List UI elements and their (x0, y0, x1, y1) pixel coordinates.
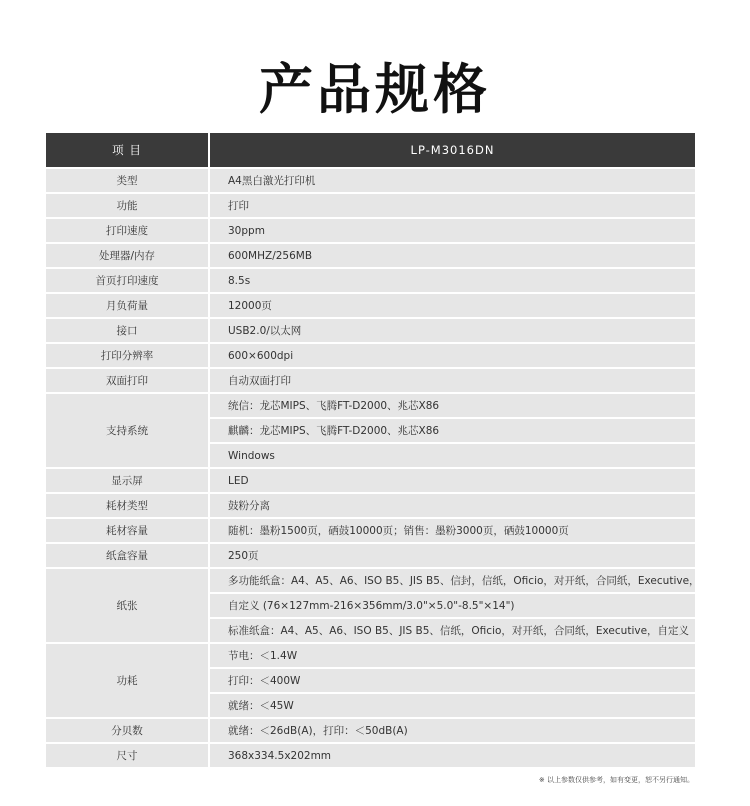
spec-label: 功耗 (46, 643, 209, 718)
table-row (46, 468, 695, 493)
page-title: 产品规格 (259, 58, 491, 121)
header-item-label: 项 目 (46, 133, 209, 168)
spec-value: 就绪：＜26dB(A)，打印：＜50dB(A) (209, 718, 695, 743)
spec-value: Windows (209, 443, 695, 468)
footnote: ※ 以上参数仅供参考，如有变更，恕不另行通知。 (538, 776, 694, 784)
spec-label: 打印分辨率 (46, 343, 209, 368)
spec-value: A4黑白激光打印机 (209, 168, 695, 193)
spec-label: 功能 (46, 193, 209, 218)
spec-label: 接口 (46, 318, 209, 343)
spec-label: 分贝数 (46, 718, 209, 743)
table-row (46, 168, 695, 193)
table-row (46, 268, 695, 293)
spec-value: 打印：＜400W (209, 668, 695, 693)
spec-label: 尺寸 (46, 743, 209, 767)
spec-label: 耗材容量 (46, 518, 209, 543)
spec-value: LED (209, 468, 695, 493)
table-row (46, 718, 695, 743)
table-row (46, 493, 695, 518)
spec-value: 自定义 (76×127mm-216×356mm/3.0"×5.0"-8.5"×14") (209, 593, 695, 618)
table-row (46, 193, 695, 218)
spec-value: 标准纸盒：A4、A5、A6、ISO B5、JIS B5、信纸，Oficio，对开纸，合同纸，Executive，自定义 (209, 618, 695, 643)
table-row (46, 518, 695, 543)
table-row (46, 543, 695, 568)
spec-value: 600MHZ/256MB (209, 243, 695, 268)
spec-label: 双面打印 (46, 368, 209, 393)
spec-value: 250页 (209, 543, 695, 568)
spec-value: 就绪：＜45W (209, 693, 695, 718)
spec-value: 随机：墨粉1500页，硒鼓10000页；销售：墨粉3000页，硒鼓10000页 (209, 518, 695, 543)
spec-value: 多功能纸盒：A4、A5、A6、ISO B5、JIS B5、信封，信纸，Oficio，对开纸，合同纸，Executive， (209, 568, 695, 593)
spec-body (46, 168, 700, 767)
spec-label: 处理器/内存 (46, 243, 209, 268)
spec-value: 麒麟：龙芯MIPS、飞腾FT-D2000、兆芯X86 (209, 418, 695, 443)
spec-value: 自动双面打印 (209, 368, 695, 393)
spec-value: 统信：龙芯MIPS、飞腾FT-D2000、兆芯X86 (209, 393, 695, 418)
spec-value: 12000页 (209, 293, 695, 318)
table-row (46, 318, 695, 343)
table-row (46, 743, 695, 767)
table-row (46, 368, 695, 393)
spec-value: 600×600dpi (209, 343, 695, 368)
spec-value: 8.5s (209, 268, 695, 293)
table-row (46, 393, 695, 418)
table-row (46, 643, 695, 668)
spec-table (46, 133, 700, 767)
spec-value: 打印 (209, 193, 695, 218)
spec-label: 纸张 (46, 568, 209, 643)
table-row (46, 343, 695, 368)
spec-value: 节电：＜1.4W (209, 643, 695, 668)
spec-value: 30ppm (209, 218, 695, 243)
spec-label: 月负荷量 (46, 293, 209, 318)
spec-header-row (46, 133, 695, 168)
spec-value: USB2.0/以太网 (209, 318, 695, 343)
spec-label: 支持系统 (46, 393, 209, 468)
header-model-label: LP-M3016DN (209, 133, 695, 168)
table-row (46, 243, 695, 268)
table-row (46, 293, 695, 318)
spec-label: 纸盒容量 (46, 543, 209, 568)
spec-label: 显示屏 (46, 468, 209, 493)
spec-label: 首页打印速度 (46, 268, 209, 293)
spec-label: 打印速度 (46, 218, 209, 243)
spec-label: 类型 (46, 168, 209, 193)
table-row (46, 568, 695, 593)
table-row (46, 218, 695, 243)
spec-value: 368x334.5x202mm (209, 743, 695, 767)
spec-label: 耗材类型 (46, 493, 209, 518)
spec-value: 鼓粉分离 (209, 493, 695, 518)
